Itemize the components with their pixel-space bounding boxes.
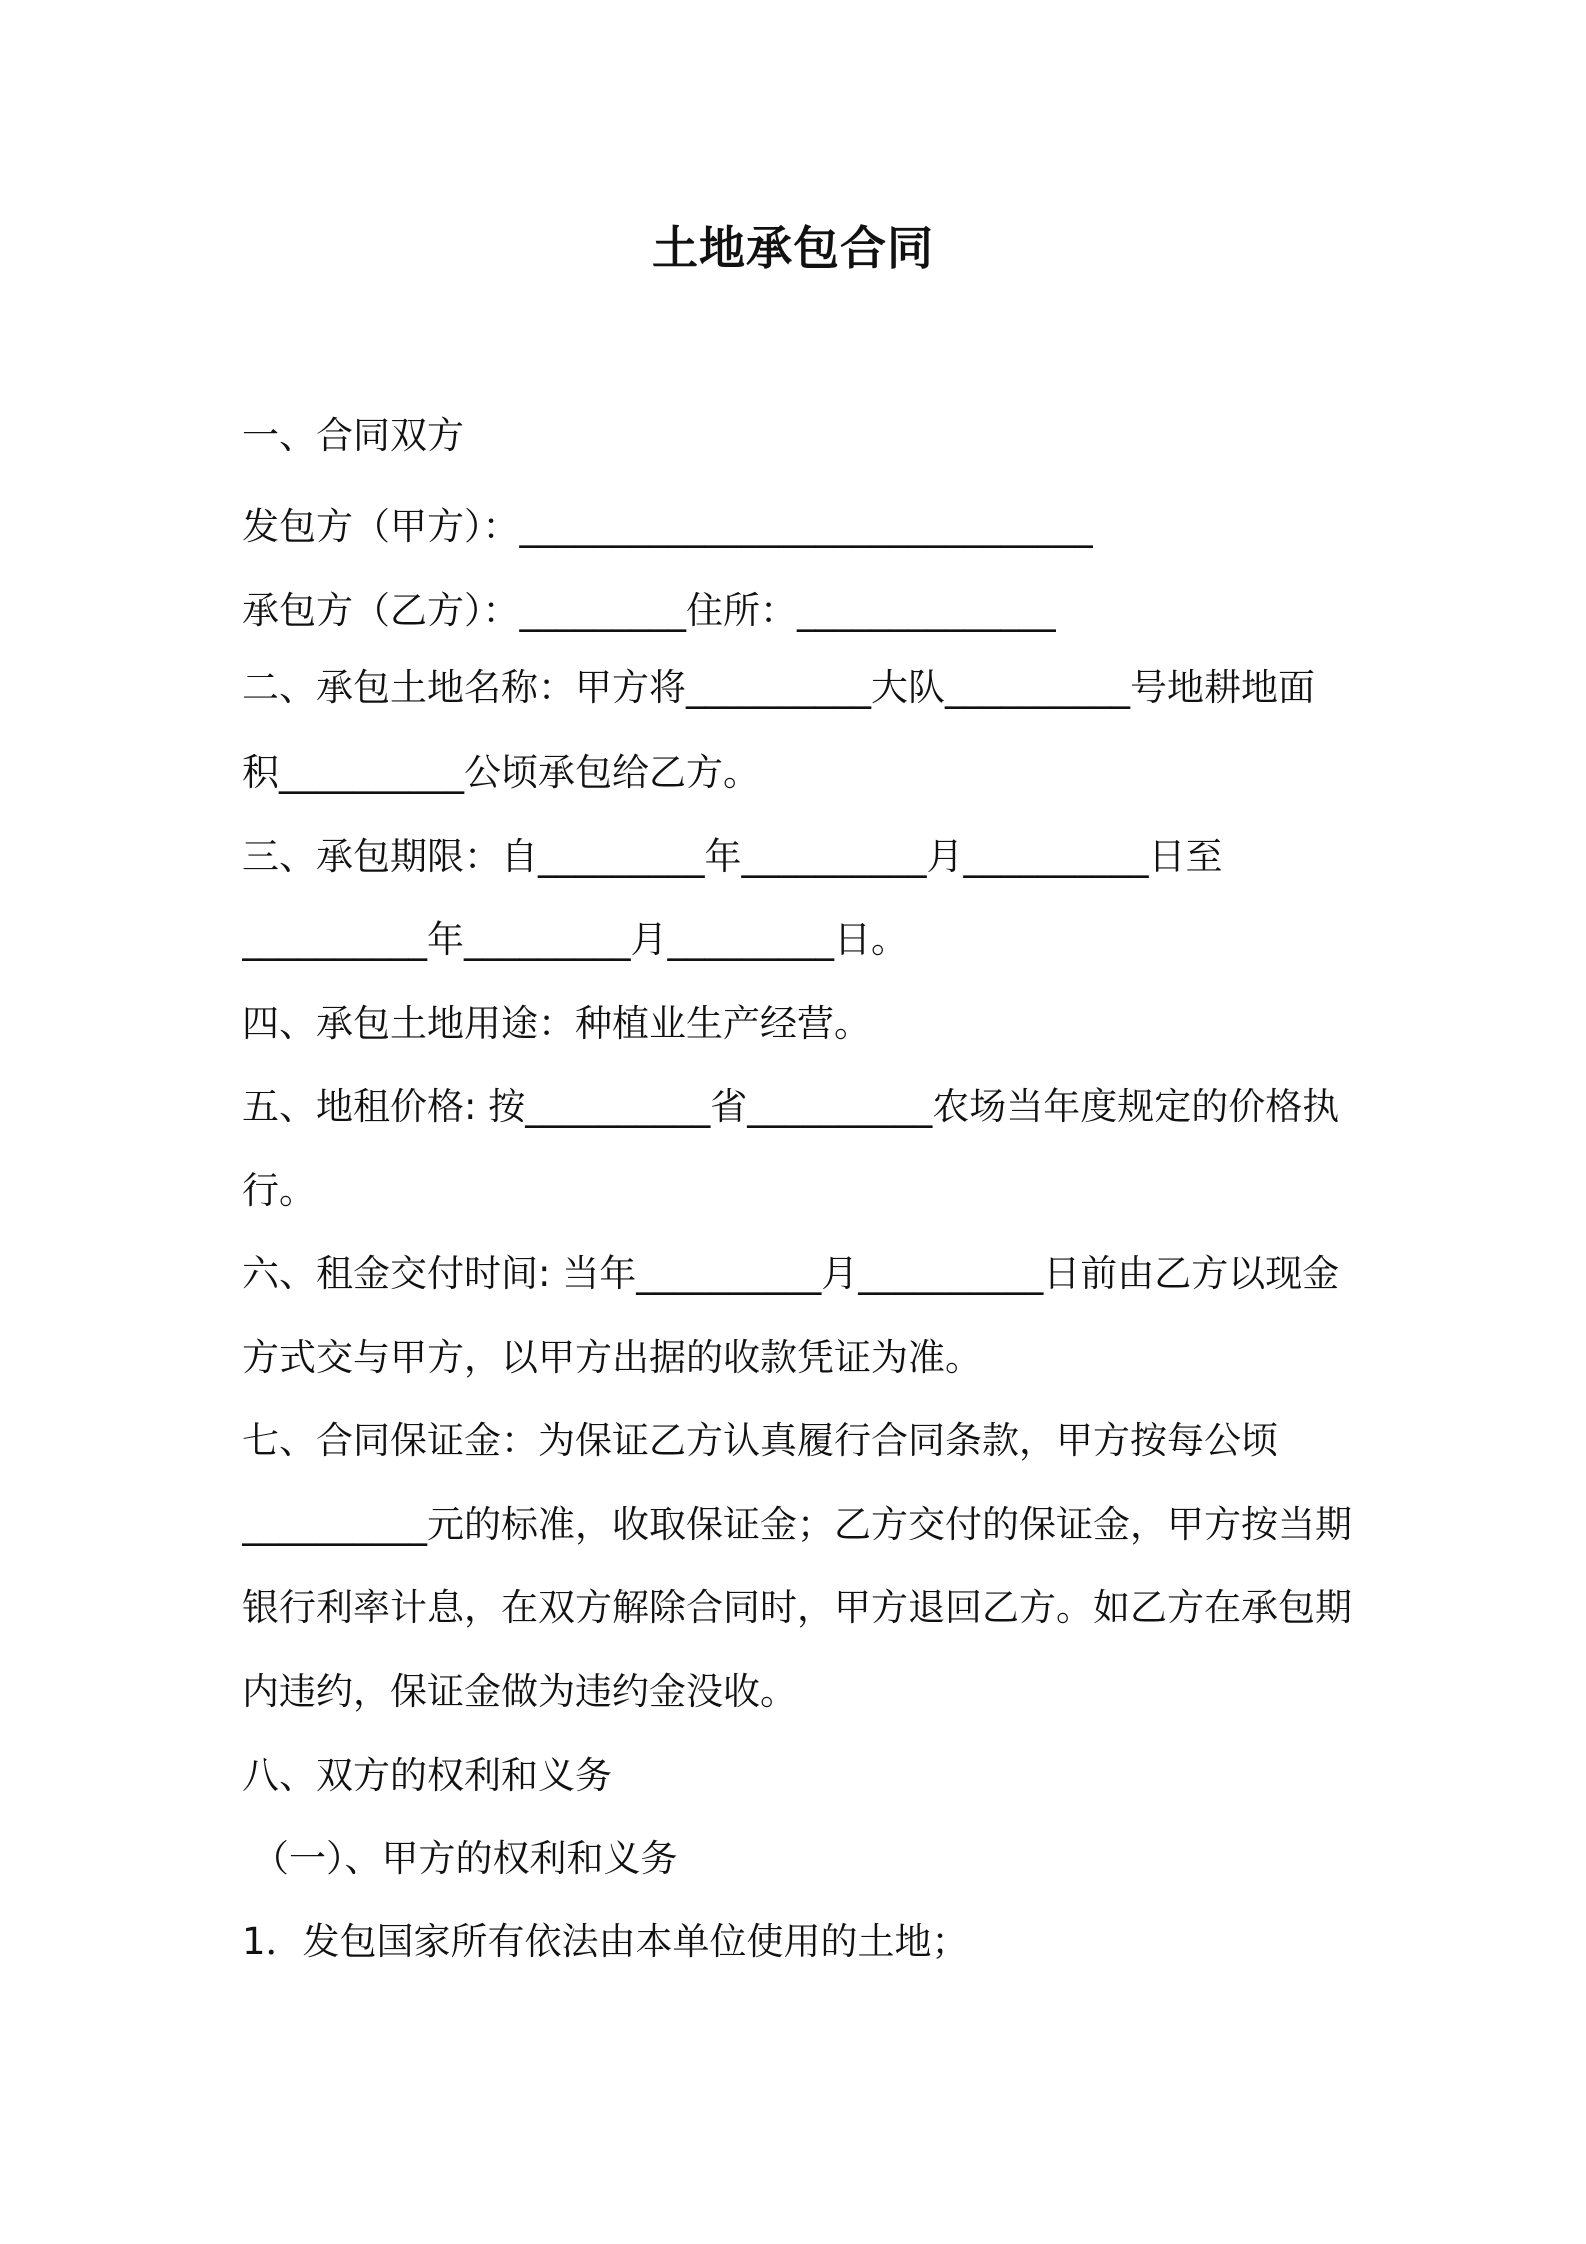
section-heading-rights: 八、双方的权利和义务 <box>242 1754 612 1797</box>
section-heading-parties: 一、合同双方 <box>242 414 464 457</box>
clause-deposit-cont-1: __________元的标准，收取保证金；乙方交付的保证金，甲方按当期 <box>242 1503 1352 1546</box>
party-b-line: 承包方（乙方）：_________住所：______________ <box>242 589 1056 632</box>
clause-land-name: 二、承包土地名称：甲方将__________大队__________号地耕地面 <box>242 666 1315 709</box>
clause-deposit-cont-2: 银行利率计息，在双方解除合同时，甲方退回乙方。如乙方在承包期 <box>242 1586 1352 1629</box>
clause-rent-price-cont: 行。 <box>242 1169 316 1212</box>
list-item: 1．发包国家所有依法由本单位使用的土地； <box>242 1920 969 1963</box>
document-title: 土地承包合同 <box>652 221 934 275</box>
party-a-line: 发包方（甲方）：_______________________________ <box>242 505 1093 548</box>
clause-term-cont: __________年_________月_________日。 <box>242 918 908 961</box>
clause-land-name-cont: 积__________公顷承包给乙方。 <box>242 751 760 794</box>
clause-deposit: 七、合同保证金：为保证乙方认真履行合同条款，甲方按每公顷 <box>242 1419 1278 1462</box>
subsection-heading-party-a: （一）、甲方的权利和义务 <box>252 1837 678 1880</box>
clause-payment-time: 六、租金交付时间: 当年__________月__________日前由乙方以现金 <box>242 1252 1340 1295</box>
clause-rent-price: 五、地租价格: 按__________省__________农场当年度规定的价格执 <box>242 1085 1340 1128</box>
clause-land-use: 四、承包土地用途：种植业生产经营。 <box>242 1002 871 1045</box>
clause-payment-time-cont: 方式交与甲方，以甲方出据的收款凭证为准。 <box>242 1336 982 1379</box>
clause-term: 三、承包期限：自_________年__________月__________日至 <box>242 835 1223 878</box>
clause-deposit-cont-3: 内违约，保证金做为违约金没收。 <box>242 1670 797 1713</box>
